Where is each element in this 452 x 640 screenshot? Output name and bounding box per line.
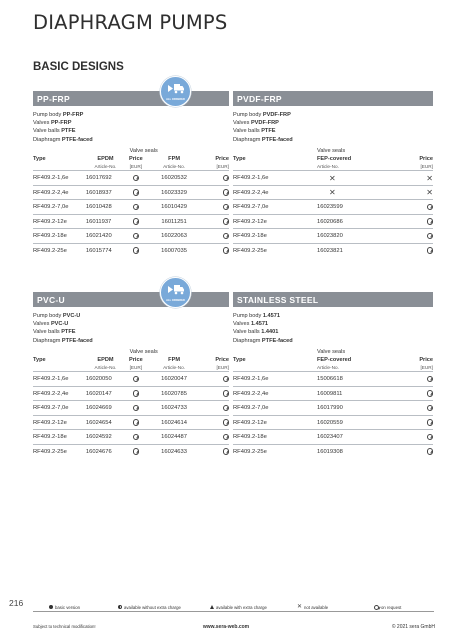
article-no-label: Article-No. xyxy=(163,164,186,170)
on-request-icon xyxy=(427,448,433,454)
table-row xyxy=(33,430,229,445)
fpm-article-cell: 16024733 xyxy=(147,401,202,416)
col-type: Type xyxy=(33,356,46,363)
type-cell: RF409.2-12e xyxy=(233,415,317,430)
epdm-article-cell: 16024654 xyxy=(86,415,125,430)
spec-line: Valve balls PTFE xyxy=(33,128,76,135)
legend-label: not available xyxy=(304,604,329,610)
section-header-bar: PP-FRP xyxy=(33,91,229,106)
on-request-icon xyxy=(223,390,229,396)
col-type: Type xyxy=(233,356,246,363)
truck-badge-icon xyxy=(160,277,191,308)
table-row xyxy=(233,386,433,401)
on-request-icon xyxy=(133,419,139,425)
on-request-icon xyxy=(133,189,139,195)
fpm-article-cell: 16020785 xyxy=(147,386,202,401)
type-cell: RF409.2-18e xyxy=(33,430,86,445)
valve-seals-label: Valve seals xyxy=(129,148,158,155)
col-price: Price xyxy=(419,356,433,363)
eur-label: [EUR] xyxy=(129,164,143,170)
fep-article-cell: 16019308 xyxy=(317,444,385,459)
article-no-label: Article-No. xyxy=(317,365,339,371)
fpm-article-cell: 16010429 xyxy=(147,200,202,215)
spec-line: Diaphragm PTFE-faced xyxy=(33,337,93,344)
fpm-article-cell: 16020532 xyxy=(147,171,202,186)
type-cell: RF409.2-25e xyxy=(33,243,86,258)
epdm-article-cell: 16021420 xyxy=(86,229,125,244)
on-request-icon xyxy=(133,448,139,454)
article-no-label: Article-No. xyxy=(94,365,117,371)
col-fpm: FPM xyxy=(168,155,180,162)
on-request-icon xyxy=(427,434,433,440)
on-request-icon xyxy=(133,218,139,224)
spec-line: Valves PVC-U xyxy=(33,321,69,328)
truck-badge-icon xyxy=(160,76,191,107)
table-row xyxy=(33,386,229,401)
type-cell: RF409.2-25e xyxy=(233,243,317,258)
on-request-icon xyxy=(427,218,433,224)
epdm-article-cell: 16015774 xyxy=(86,243,125,258)
col-price: Price xyxy=(215,155,229,162)
type-cell: RF409.2-1,6e xyxy=(233,372,317,387)
not-available-icon: ✕ xyxy=(329,188,336,198)
type-cell: RF409.2-12e xyxy=(33,415,86,430)
type-cell: RF409.2-2,4e xyxy=(233,185,317,200)
spec-line: Pump body PP-FRP xyxy=(33,112,84,118)
on-request-icon xyxy=(427,233,433,239)
col-type: Type xyxy=(233,155,246,162)
valve-seals-label: Valve seals xyxy=(129,349,158,356)
not-available-icon: ✕ xyxy=(426,188,433,198)
type-cell: RF409.2-12e xyxy=(33,214,86,229)
col-price: Price xyxy=(129,155,143,162)
table-row xyxy=(233,444,433,459)
eur-label: [EUR] xyxy=(129,365,143,371)
table-row xyxy=(233,430,433,445)
col-price: Price xyxy=(129,356,143,363)
spec-line: Pump body 1.4571 xyxy=(233,313,280,319)
spec-list xyxy=(233,312,433,345)
table-row xyxy=(233,372,433,387)
disclaimer: Subject to technical modification! xyxy=(33,624,96,629)
article-no-label: Article-No. xyxy=(317,164,339,170)
on-request-icon xyxy=(223,233,229,239)
type-cell: RF409.2-25e xyxy=(33,444,86,459)
fep-article-cell: 16023599 xyxy=(317,200,385,215)
table-row xyxy=(233,185,433,200)
not-available-icon: ✕ xyxy=(329,173,336,183)
type-cell: RF409.2-18e xyxy=(233,430,317,445)
spec-line: Diaphragm PTFE-faced xyxy=(233,136,293,143)
fpm-article-cell: 16011251 xyxy=(147,214,202,229)
col-type: Type xyxy=(33,155,46,162)
table-row xyxy=(233,171,433,186)
section-header-bar: PVDF-FRP xyxy=(233,91,433,106)
on-request-icon xyxy=(223,175,229,181)
article-no-label: Article-No. xyxy=(94,164,117,170)
not-available-icon: ✕ xyxy=(426,173,433,183)
epdm-article-cell: 16020050 xyxy=(86,372,125,387)
eur-label: [EUR] xyxy=(216,164,229,170)
copyright: © 2021 sera GmbH xyxy=(391,624,435,630)
section-title: BASIC DESIGNS xyxy=(33,61,124,73)
fep-article-cell: 16023821 xyxy=(317,243,385,258)
legend-with-charge xyxy=(210,603,267,611)
type-cell: RF409.2-25e xyxy=(233,444,317,459)
on-request-icon xyxy=(223,218,229,224)
type-cell: RF409.2-12e xyxy=(233,214,317,229)
type-cell: RF409.2-2,4e xyxy=(233,386,317,401)
table-row xyxy=(33,229,229,244)
col-fep: FEP-covered xyxy=(317,356,352,363)
legend-label: available without extra charge xyxy=(124,604,181,610)
on-request-icon xyxy=(427,419,433,425)
table-row xyxy=(233,415,433,430)
table-row xyxy=(233,229,433,244)
fep-article-cell: 16023820 xyxy=(317,229,385,244)
fep-article-cell: 16017990 xyxy=(317,401,385,416)
table-row xyxy=(33,415,229,430)
table-row xyxy=(33,214,229,229)
cross-icon: ✕ xyxy=(297,603,303,610)
spec-line: Valves PP-FRP xyxy=(33,120,72,127)
legend-on-request xyxy=(374,603,401,611)
on-request-icon xyxy=(427,204,433,210)
on-request-icon xyxy=(223,189,229,195)
col-fep: FEP-covered xyxy=(317,155,352,162)
on-request-icon xyxy=(133,233,139,239)
spec-list xyxy=(233,111,433,144)
pp-frp-block xyxy=(33,91,229,258)
price-table xyxy=(33,148,229,258)
type-cell: RF409.2-18e xyxy=(33,229,86,244)
half-circle-icon xyxy=(118,605,122,609)
on-request-icon xyxy=(223,448,229,454)
article-no-label: Article-No. xyxy=(163,365,186,371)
type-cell: RF409.2-7,0e xyxy=(33,200,86,215)
table-row xyxy=(33,171,229,186)
spec-line: Valve balls PTFE xyxy=(33,329,76,336)
epdm-article-cell: 16024676 xyxy=(86,444,125,459)
type-cell: RF409.2-1,6e xyxy=(33,372,86,387)
type-cell: RF409.2-2,4e xyxy=(33,185,86,200)
col-epdm: EPDM xyxy=(97,356,114,363)
pvc-u-block xyxy=(33,292,229,459)
epdm-article-cell: 16011937 xyxy=(86,214,125,229)
fpm-article-cell: 16020047 xyxy=(147,372,202,387)
legend-label: on request xyxy=(381,604,402,610)
spec-line: Diaphragm PTFE-faced xyxy=(33,136,93,143)
pvdf-frp-block xyxy=(233,91,433,258)
fep-article-cell: 16009811 xyxy=(317,386,385,401)
fep-article-cell: 15006618 xyxy=(317,372,385,387)
spec-list xyxy=(33,111,229,144)
spec-line: Pump body PVDF-FRP xyxy=(233,112,291,118)
legend-label: basic version xyxy=(55,604,81,610)
table-row xyxy=(33,200,229,215)
footer-divider xyxy=(33,611,434,612)
stainless-steel-block xyxy=(233,292,433,459)
spec-line: Valves 1.4571 xyxy=(233,321,269,328)
table-row xyxy=(233,200,433,215)
table-row xyxy=(233,401,433,416)
table-row xyxy=(33,372,229,387)
triangle-icon xyxy=(210,605,214,609)
col-price: Price xyxy=(419,155,433,162)
eur-label: [EUR] xyxy=(420,365,433,371)
section-header-bar: STAINLESS STEEL xyxy=(233,292,433,307)
table-row xyxy=(33,401,229,416)
type-cell: RF409.2-7,0e xyxy=(233,401,317,416)
legend-basic xyxy=(49,603,80,611)
fpm-article-cell: 16023329 xyxy=(147,185,202,200)
epdm-article-cell: 16024669 xyxy=(86,401,125,416)
col-epdm: EPDM xyxy=(97,155,114,162)
fpm-article-cell: 16007035 xyxy=(147,243,202,258)
epdm-article-cell: 16020147 xyxy=(86,386,125,401)
epdm-article-cell: 16024592 xyxy=(86,430,125,445)
epdm-article-cell: 16010428 xyxy=(86,200,125,215)
on-request-icon xyxy=(223,247,229,253)
legend-label: available with extra charge xyxy=(216,604,267,610)
epdm-article-cell: 16017692 xyxy=(86,171,125,186)
eur-label: [EUR] xyxy=(420,164,433,170)
on-request-icon xyxy=(133,175,139,181)
type-cell: RF409.2-18e xyxy=(233,229,317,244)
on-request-icon xyxy=(133,204,139,210)
fep-article-cell: 16020559 xyxy=(317,415,385,430)
valve-seals-label: Valve seals xyxy=(317,349,346,356)
spec-line: Diaphragm PTFE-faced xyxy=(233,337,293,344)
table-row xyxy=(33,185,229,200)
eur-label: [EUR] xyxy=(216,365,229,371)
on-request-icon xyxy=(133,405,139,411)
spec-line: Pump body PVC-U xyxy=(33,313,81,319)
on-request-icon xyxy=(223,204,229,210)
website-link[interactable]: www.sera-web.com xyxy=(202,624,250,630)
on-request-icon xyxy=(427,390,433,396)
type-cell: RF409.2-2,4e xyxy=(33,386,86,401)
type-cell: RF409.2-1,6e xyxy=(33,171,86,186)
type-cell: RF409.2-7,0e xyxy=(233,200,317,215)
on-request-icon xyxy=(223,419,229,425)
on-request-icon xyxy=(427,405,433,411)
epdm-article-cell: 16018937 xyxy=(86,185,125,200)
spec-line: Valve balls 1.4401 xyxy=(233,329,279,336)
table-row xyxy=(233,243,433,258)
type-cell: RF409.2-1,6e xyxy=(233,171,317,186)
on-request-icon xyxy=(133,390,139,396)
basic-version-icon xyxy=(49,605,53,609)
on-request-icon xyxy=(223,405,229,411)
table-row xyxy=(233,214,433,229)
fep-article-cell: 16020686 xyxy=(317,214,385,229)
valve-seals-label: Valve seals xyxy=(317,148,346,155)
spec-list xyxy=(33,312,229,345)
truck-badge-text: ALL ORDERED xyxy=(166,299,185,302)
fep-article-cell: 16023407 xyxy=(317,430,385,445)
col-price: Price xyxy=(215,356,229,363)
page-number: 216 xyxy=(9,598,24,608)
table-row xyxy=(33,243,229,258)
on-request-icon xyxy=(223,434,229,440)
price-table xyxy=(233,349,433,459)
on-request-icon xyxy=(223,376,229,382)
on-request-icon xyxy=(133,434,139,440)
col-fpm: FPM xyxy=(168,356,180,363)
on-request-icon xyxy=(133,376,139,382)
truck-badge-text: ALL ORDERED xyxy=(166,98,185,101)
page-title: DIAPHRAGM PUMPS xyxy=(33,11,228,34)
on-request-icon xyxy=(427,376,433,382)
fpm-article-cell: 16024633 xyxy=(147,444,202,459)
price-table xyxy=(33,349,229,459)
spec-line: Valve balls PTFE xyxy=(233,128,276,135)
section-header-bar: PVC-U xyxy=(33,292,229,307)
request-icon xyxy=(374,605,379,610)
type-cell: RF409.2-7,0e xyxy=(33,401,86,416)
fpm-article-cell: 16024614 xyxy=(147,415,202,430)
fpm-article-cell: 16022063 xyxy=(147,229,202,244)
spec-line: Valves PVDF-FRP xyxy=(233,120,279,127)
fpm-article-cell: 16024487 xyxy=(147,430,202,445)
legend-without-charge xyxy=(118,603,181,611)
on-request-icon xyxy=(427,247,433,253)
table-row xyxy=(33,444,229,459)
price-table xyxy=(233,148,433,258)
legend-not-available xyxy=(297,603,328,611)
on-request-icon xyxy=(133,247,139,253)
